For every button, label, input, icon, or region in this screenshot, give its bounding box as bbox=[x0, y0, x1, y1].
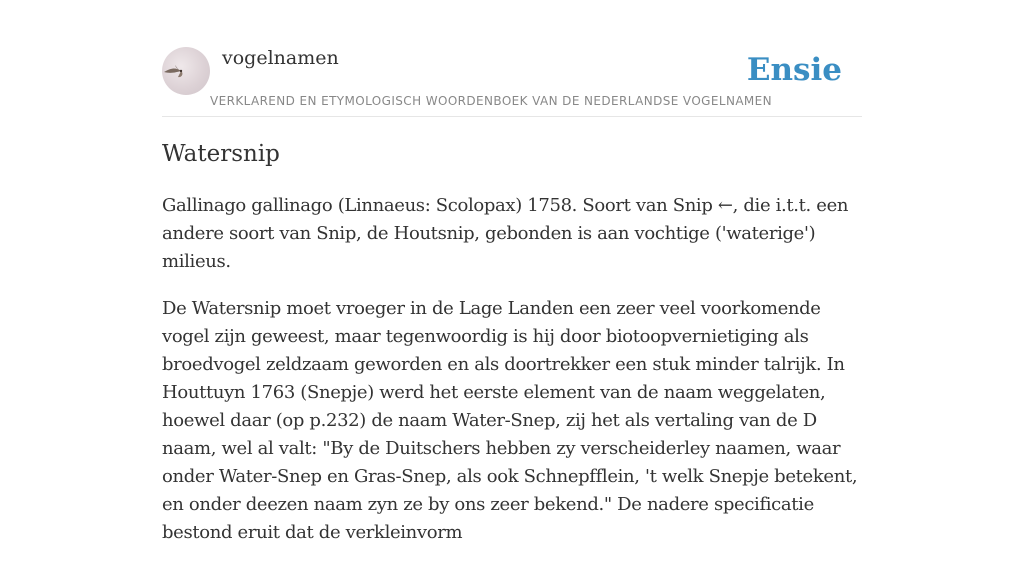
paragraph-1-text-a: Gallinago gallinago (Linnaeus: Scolopax) 1758. Soort van Snip bbox=[162, 195, 718, 216]
entry-body bbox=[162, 192, 866, 566]
dictionary-header bbox=[162, 40, 862, 117]
paragraph-1-text-b: , die i.t.t. een andere soort van Snip, de Houtsnip, gebonden is aan vochtige ('waterige') milieus. bbox=[162, 195, 849, 272]
dictionary-avatar[interactable] bbox=[162, 47, 210, 95]
entry-paragraph-2: De Watersnip moet vroeger in de Lage Landen een zeer veel voorkomende vogel zijn geweest, maar tegenwoordig is hij door biotoopvernietiging als broedvogel zeldzaam geworden en als doortrekker een stuk minder talrijk. In Houttuyn 1763 (Snepje) werd het eerste element van de naam weggelaten, hoewel daar (op p.232) de naam Water-Snep, zij het als vertaling van de D naam, wel al valt: "By de Duitschers hebben zy verscheiderley naamen, waar onder Water-Snep en Gras-Snep, als ook Schnepfflein, 't welk Snepje betekent, en onder deezen naam zyn ze by ons zeer bekend." De nadere specificatie bestond eruit dat de verkleinvorm bbox=[162, 298, 858, 543]
dictionary-name[interactable]: vogelnamen bbox=[222, 47, 339, 69]
entry-paragraph-1 bbox=[162, 192, 866, 276]
cross-reference-arrow-icon[interactable]: ← bbox=[717, 195, 733, 216]
ensie-logo-link[interactable]: Ensie bbox=[746, 52, 842, 88]
bird-avatar-image bbox=[162, 47, 210, 95]
entry-title: Watersnip bbox=[162, 141, 280, 167]
dictionary-subtitle: VERKLAREND EN ETYMOLOGISCH WOORDENBOEK VAN DE NEDERLANDSE VOGELNAMEN bbox=[210, 94, 773, 108]
